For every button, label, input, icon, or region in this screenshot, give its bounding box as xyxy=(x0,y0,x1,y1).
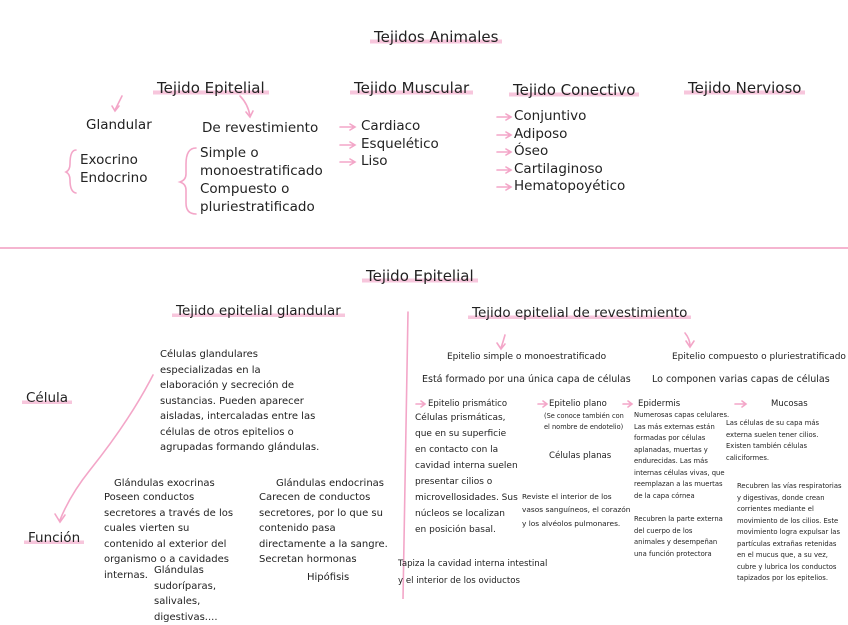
arrow-revestimiento xyxy=(240,96,250,116)
plano-note: (Se conoce también con el nombre de endotelio) xyxy=(544,412,624,432)
header-tejido-muscular: Tejido Muscular xyxy=(350,80,473,97)
muscular-item: Liso xyxy=(361,153,388,169)
arrow-compuesto xyxy=(685,333,694,347)
conectivo-item: Hematopoyético xyxy=(514,178,626,194)
conectivo-item: Óseo xyxy=(514,143,549,159)
page-title: Tejidos Animales xyxy=(370,29,502,46)
muscular-item: Cardiaco xyxy=(361,118,421,134)
epidermis-func: Recubren la parte externa del cuerpo de los animales y desempeñan una función protectora xyxy=(634,515,723,558)
brace-revestimiento xyxy=(180,148,196,214)
compuesto-desc: Lo componen varias capas de células xyxy=(652,374,830,385)
revestimiento-item-2: monoestratificado xyxy=(200,163,323,179)
plano-func: Reviste el interior de los vasos sanguíneos, el corazón y los alvéolos pulmonares. xyxy=(522,492,631,528)
header-tejido-epitelial: Tejido Epitelial xyxy=(153,80,269,97)
exocrino-item: Exocrino xyxy=(80,152,138,168)
arrow-simple xyxy=(497,335,505,349)
header-revestimiento: Tejido epitelial de revestimiento xyxy=(468,306,691,321)
prismatico-func: Tapiza la cavidad interna intestinal y el interior de los oviductos xyxy=(398,559,548,586)
endocrino-item: Endocrino xyxy=(80,170,148,186)
conectivo-item: Conjuntivo xyxy=(514,108,587,124)
plano-label: Epitelio plano xyxy=(549,399,607,409)
endocrinas-label: Glándulas endocrinas xyxy=(276,478,384,489)
prismatico-label: Epitelio prismático xyxy=(428,399,508,409)
exocrinas-example: Glándulas sudoríparas, salivales, digestivas.... xyxy=(154,565,218,623)
epidermis-label: Epidermis xyxy=(638,399,681,409)
revestimiento-item-3: Compuesto o xyxy=(200,181,290,197)
muscular-item: Esquelético xyxy=(361,136,439,152)
label-funcion: Función xyxy=(24,531,84,546)
label-celula: Célula xyxy=(22,391,72,406)
revestimiento-label: De revestimiento xyxy=(202,120,319,136)
glandular-celula-text: Células glandulares especializadas en la elaboración y secreción de sustancias. Pueden aparecer aisladas, intercaladas entre las células de otros epitelios o agrupadas formando glándulas. xyxy=(160,349,320,453)
endocrinas-example: Hipófisis xyxy=(307,572,350,583)
simple-desc: Está formado por una única capa de células xyxy=(422,374,631,385)
revestimiento-item-4: pluriestratificado xyxy=(200,199,315,215)
brace-glandular xyxy=(66,150,76,193)
mucosas-func: Recubren las vías respiratorias y digestivas, donde crean corrientes mediante el movimiento de los cilios. Este movimiento logra expulsar las partículas extrañas retenidas en el mucus que, a su vez, cubre y lubrica los conductos tapizados por los epitelios. xyxy=(737,482,842,583)
revestimiento-item-1: Simple o xyxy=(200,145,259,161)
exocrinas-label: Glándulas exocrinas xyxy=(114,478,215,489)
compuesto-label: Epitelio compuesto o pluriestratificado xyxy=(672,352,846,362)
header-tejido-conectivo: Tejido Conectivo xyxy=(509,82,639,99)
arrow-cardiaco xyxy=(340,124,355,130)
prismatico-text: Células prismáticas, que en su superficie en contacto con la cavidad interna suelen presentar cilios o microvellosidades. Sus núcleos se localizan en posición basal. xyxy=(415,413,518,536)
plano-text: Células planas xyxy=(549,451,612,461)
mucosas-text: Las células de su capa más externa suelen tener cilios. Existen también células caliciformes. xyxy=(726,419,820,462)
header-glandular: Tejido epitelial glandular xyxy=(172,304,345,319)
simple-label: Epitelio simple o monoestratificado xyxy=(447,352,607,362)
conectivo-item: Adiposo xyxy=(514,126,568,142)
mucosas-label: Mucosas xyxy=(771,399,808,409)
exocrinas-text: Poseen conductos secretores a través de los cuales vierten su contenido al exterior del organismo o a cavidades internas. xyxy=(104,492,234,581)
endocrinas-text: Carecen de conductos secretores, por lo que su contenido pasa directamente a la sangre. Secretan hormonas xyxy=(259,492,388,565)
epidermis-text: Numerosas capas celulares. Las más externas están formadas por células aplanadas, muertas y endurecidas. Las más internas células vivas, que reemplazan a las muertas de la capa córnea xyxy=(634,411,730,500)
glandular-label: Glandular xyxy=(86,117,152,133)
section-title-epitelial: Tejido Epitelial xyxy=(362,268,478,285)
header-tejido-nervioso: Tejido Nervioso xyxy=(684,80,805,97)
conectivo-item: Cartilaginoso xyxy=(514,161,603,177)
arrow-conjuntivo xyxy=(497,114,511,120)
